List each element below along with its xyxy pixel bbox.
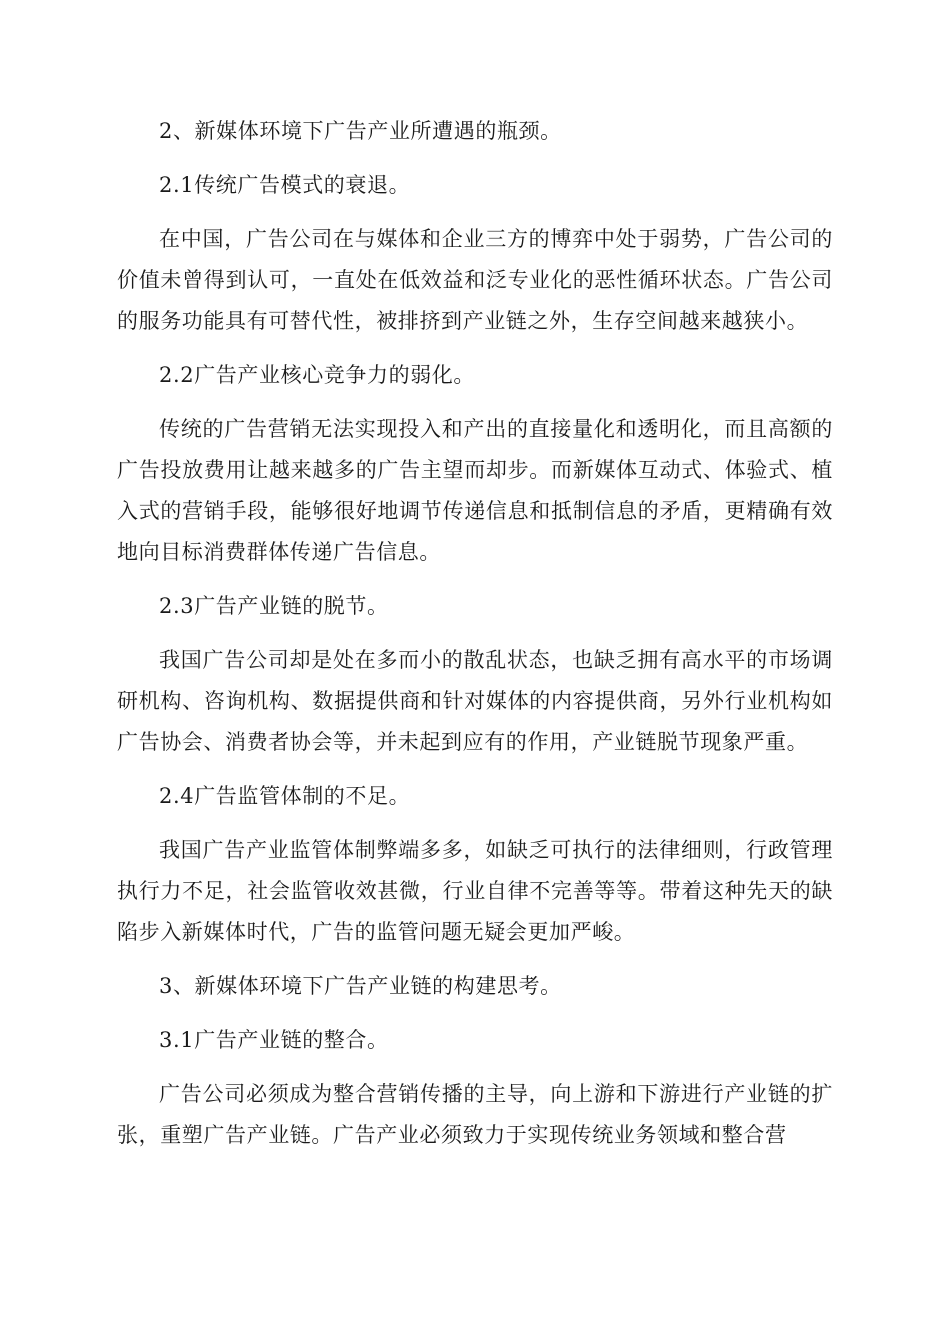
section-heading-2-1: 2.1传统广告模式的衰退。 (159, 173, 411, 197)
section-heading-3-1: 3.1广告产业链的整合。 (159, 1028, 389, 1052)
paragraph-2-4: 我国广告产业监管体制弊端多多，如缺乏可执行的法律细则，行政管理执行力不足，社会监管收效甚微，行业自律不完善等等。带着这种先天的缺陷步入新媒体时代，广告的监管问题无疑会更加严峻。 (117, 838, 833, 944)
paragraph-2-2: 传统的广告营销无法实现投入和产出的直接量化和透明化，而且高额的广告投放费用让越来越多的广告主望而却步。而新媒体互动式、体验式、植入式的营销手段，能够很好地调节传递信息和抵制信息的矛盾，更精确有效地向目标消费群体传递广告信息。 (117, 417, 833, 564)
paragraph-2-3: 我国广告公司却是处在多而小的散乱状态，也缺乏拥有高水平的市场调研机构、咨询机构、数据提供商和针对媒体的内容提供商，另外行业机构如广告协会、消费者协会等，并未起到应有的作用，产业链脱节现象严重。 (117, 648, 833, 754)
section-heading-2-4: 2.4广告监管体制的不足。 (159, 784, 411, 808)
document-body (117, 111, 833, 1169)
section-heading-2: 2、新媒体环境下广告产业所遭遇的瓶颈。 (159, 119, 562, 143)
section-heading-2-2: 2.2广告产业核心竞争力的弱化。 (159, 363, 475, 387)
section-heading-3: 3、新媒体环境下广告产业链的构建思考。 (159, 974, 562, 998)
paragraph-2-1: 在中国，广告公司在与媒体和企业三方的博弈中处于弱势，广告公司的价值未曾得到认可，一直处在低效益和泛专业化的恶性循环状态。广告公司的服务功能具有可替代性，被排挤到产业链之外，生存空间越来越狭小。 (117, 227, 833, 333)
section-heading-2-3: 2.3广告产业链的脱节。 (159, 594, 389, 618)
paragraph-3-1: 广告公司必须成为整合营销传播的主导，向上游和下游进行产业链的扩张，重塑广告产业链。广告产业必须致力于实现传统业务领域和整合营 (117, 1082, 833, 1147)
